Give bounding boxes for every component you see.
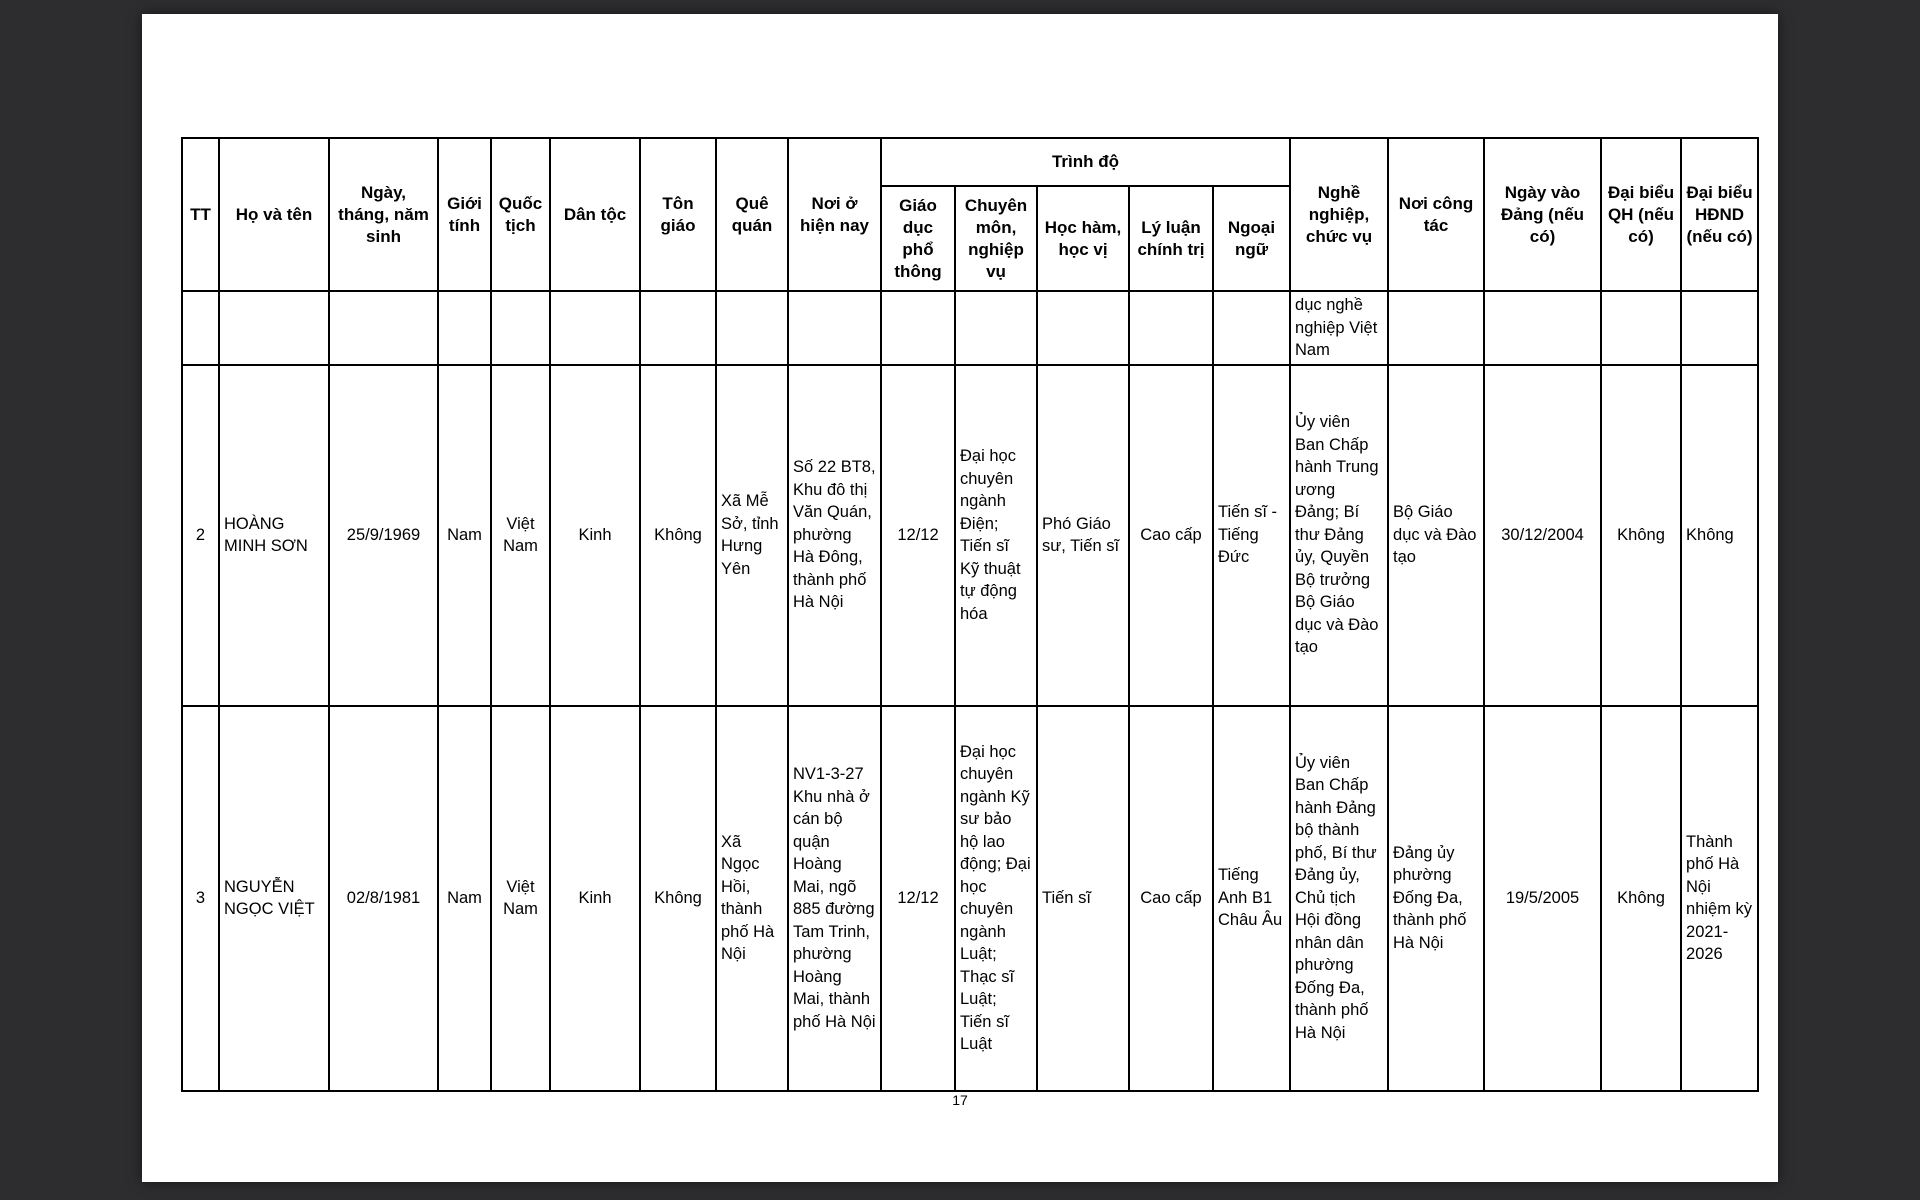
cell-na-deputy: Không bbox=[1601, 365, 1681, 706]
cell-residence: Số 22 BT8, Khu đô thị Văn Quán, phường Hà Đông, thành phố Hà Nội bbox=[788, 365, 881, 706]
cell-hometown: Xã Ngọc Hồi, thành phố Hà Nội bbox=[716, 706, 788, 1091]
cell-occupation: Ủy viên Ban Chấp hành Đảng bộ thành phố, Bí thư Đảng ủy, Chủ tịch Hội đồng nhân dân phường Đống Đa, thành phố Hà Nội bbox=[1290, 706, 1388, 1091]
table-row-2 bbox=[182, 365, 1758, 706]
cell-academic: Phó Giáo sư, Tiến sĩ bbox=[1037, 365, 1129, 706]
cell-workplace bbox=[1388, 291, 1484, 365]
cell-nationality: Việt Nam bbox=[491, 706, 550, 1091]
cell-political-theory: Cao cấp bbox=[1129, 365, 1213, 706]
cell-hometown: Xã Mễ Sở, tỉnh Hưng Yên bbox=[716, 365, 788, 706]
header-gender: Giới tính bbox=[438, 138, 491, 291]
cell-name: NGUYỄN NGỌC VIỆT bbox=[219, 706, 329, 1091]
page-number: 17 bbox=[952, 1092, 968, 1108]
cell-party-join-date: 30/12/2004 bbox=[1484, 365, 1601, 706]
cell-gender bbox=[438, 291, 491, 365]
cell-workplace: Bộ Giáo dục và Đào tạo bbox=[1388, 365, 1484, 706]
cell-political-theory: Cao cấp bbox=[1129, 706, 1213, 1091]
cell-council-deputy: Không bbox=[1681, 365, 1758, 706]
cell-ethnicity: Kinh bbox=[550, 365, 640, 706]
cell-general-education bbox=[881, 291, 955, 365]
cell-name bbox=[219, 291, 329, 365]
cell-dob: 25/9/1969 bbox=[329, 365, 438, 706]
header-political-theory: Lý luận chính trị bbox=[1129, 186, 1213, 291]
cell-political-theory bbox=[1129, 291, 1213, 365]
cell-academic: Tiến sĩ bbox=[1037, 706, 1129, 1091]
cell-foreign-language bbox=[1213, 291, 1290, 365]
header-hometown: Quê quán bbox=[716, 138, 788, 291]
cell-professional bbox=[955, 291, 1037, 365]
table-row-continuation bbox=[182, 291, 1758, 365]
cell-religion: Không bbox=[640, 706, 716, 1091]
table-row-3 bbox=[182, 706, 1758, 1091]
cell-foreign-language: Tiến sĩ - Tiếng Đức bbox=[1213, 365, 1290, 706]
cell-hometown bbox=[716, 291, 788, 365]
cell-council-deputy bbox=[1681, 291, 1758, 365]
cell-general-education: 12/12 bbox=[881, 365, 955, 706]
header-na-deputy: Đại biểu QH (nếu có) bbox=[1601, 138, 1681, 291]
cell-residence bbox=[788, 291, 881, 365]
header-ethnicity: Dân tộc bbox=[550, 138, 640, 291]
header-dob: Ngày, tháng, năm sinh bbox=[329, 138, 438, 291]
cell-occupation: Ủy viên Ban Chấp hành Trung ương Đảng; Bí thư Đảng ủy, Quyền Bộ trưởng Bộ Giáo dục và Đào tạo bbox=[1290, 365, 1388, 706]
cell-tt: 3 bbox=[182, 706, 219, 1091]
cell-dob: 02/8/1981 bbox=[329, 706, 438, 1091]
cell-residence: NV1-3-27 Khu nhà ở cán bộ quận Hoàng Mai, ngõ 885 đường Tam Trinh, phường Hoàng Mai, thành phố Hà Nội bbox=[788, 706, 881, 1091]
cell-gender: Nam bbox=[438, 365, 491, 706]
header-residence: Nơi ở hiện nay bbox=[788, 138, 881, 291]
header-foreign-language: Ngoại ngữ bbox=[1213, 186, 1290, 291]
header-council-deputy: Đại biểu HĐND (nếu có) bbox=[1681, 138, 1758, 291]
header-academic: Học hàm, học vị bbox=[1037, 186, 1129, 291]
cell-general-education: 12/12 bbox=[881, 706, 955, 1091]
cell-na-deputy: Không bbox=[1601, 706, 1681, 1091]
cell-council-deputy: Thành phố Hà Nội nhiệm kỳ 2021-2026 bbox=[1681, 706, 1758, 1091]
cell-dob bbox=[329, 291, 438, 365]
cell-occupation: dục nghề nghiệp Việt Nam bbox=[1290, 291, 1388, 365]
header-tt: TT bbox=[182, 138, 219, 291]
cell-gender: Nam bbox=[438, 706, 491, 1091]
header-nationality: Quốc tịch bbox=[491, 138, 550, 291]
header-qualification-group: Trình độ bbox=[881, 138, 1290, 186]
personnel-table bbox=[181, 137, 1759, 1092]
header-general-education: Giáo dục phổ thông bbox=[881, 186, 955, 291]
cell-party-join-date: 19/5/2005 bbox=[1484, 706, 1601, 1091]
cell-professional: Đại học chuyên ngành Điện; Tiến sĩ Kỹ thuật tự động hóa bbox=[955, 365, 1037, 706]
header-name: Họ và tên bbox=[219, 138, 329, 291]
cell-nationality bbox=[491, 291, 550, 365]
cell-ethnicity: Kinh bbox=[550, 706, 640, 1091]
cell-professional: Đại học chuyên ngành Kỹ sư bảo hộ lao động; Đại học chuyên ngành Luật; Thạc sĩ Luật; Tiến sĩ Luật bbox=[955, 706, 1037, 1091]
cell-foreign-language: Tiếng Anh B1 Châu Âu bbox=[1213, 706, 1290, 1091]
cell-tt bbox=[182, 291, 219, 365]
cell-religion bbox=[640, 291, 716, 365]
cell-ethnicity bbox=[550, 291, 640, 365]
cell-party-join-date bbox=[1484, 291, 1601, 365]
cell-name: HOÀNG MINH SƠN bbox=[219, 365, 329, 706]
cell-workplace: Đảng ủy phường Đống Đa, thành phố Hà Nội bbox=[1388, 706, 1484, 1091]
table-header-row-top bbox=[182, 138, 1758, 186]
header-occupation: Nghề nghiệp, chức vụ bbox=[1290, 138, 1388, 291]
header-religion: Tôn giáo bbox=[640, 138, 716, 291]
header-workplace: Nơi công tác bbox=[1388, 138, 1484, 291]
document-page bbox=[142, 14, 1778, 1182]
cell-na-deputy bbox=[1601, 291, 1681, 365]
header-professional: Chuyên môn, nghiệp vụ bbox=[955, 186, 1037, 291]
header-party-join-date: Ngày vào Đảng (nếu có) bbox=[1484, 138, 1601, 291]
cell-nationality: Việt Nam bbox=[491, 365, 550, 706]
cell-academic bbox=[1037, 291, 1129, 365]
cell-religion: Không bbox=[640, 365, 716, 706]
cell-tt: 2 bbox=[182, 365, 219, 706]
